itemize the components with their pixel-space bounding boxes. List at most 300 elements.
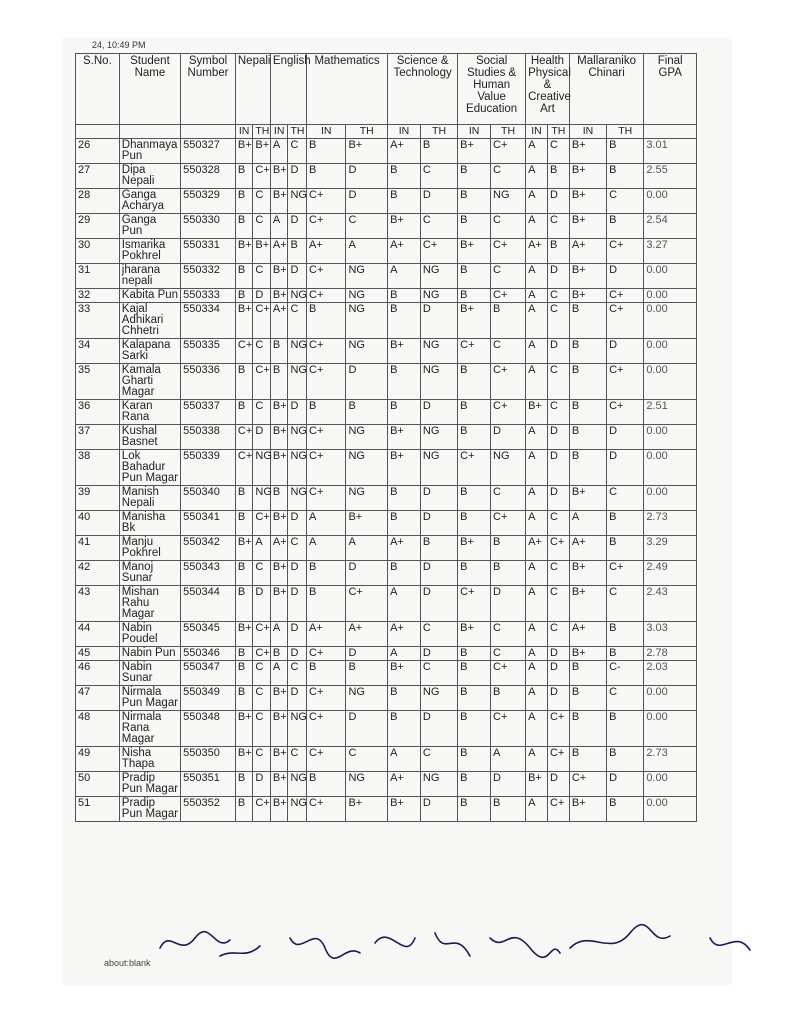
sub-in: IN <box>526 125 548 139</box>
cell-grade: A <box>388 647 421 661</box>
cell-grade: NG <box>253 486 271 511</box>
cell-grade: C <box>491 339 526 364</box>
cell-grade: C <box>253 339 271 364</box>
cell-grade: C+ <box>547 536 569 561</box>
cell-symbol-number: 550351 <box>181 772 236 797</box>
cell-grade: NG <box>346 686 388 711</box>
cell-grade: D <box>420 189 457 214</box>
cell-symbol-number: 550328 <box>181 164 236 189</box>
cell-grade: B <box>420 139 457 164</box>
cell-grade: D <box>288 164 307 189</box>
cell-grade: C+ <box>253 364 271 400</box>
cell-grade: C <box>253 214 271 239</box>
cell-grade: D <box>253 289 271 303</box>
cell-grade: A <box>307 536 346 561</box>
cell-student-name: Nisha Thapa <box>119 747 180 772</box>
cell-student-name: Manju Pokhrel <box>119 536 180 561</box>
cell-gpa: 2.54 <box>644 214 697 239</box>
cell-sno: 50 <box>76 772 120 797</box>
cell-grade: NG <box>253 450 271 486</box>
cell-student-name: Mishan Rahu Magar <box>119 586 180 622</box>
cell-grade: NG <box>288 797 307 822</box>
cell-sno: 48 <box>76 711 120 747</box>
cell-grade: B <box>569 400 606 425</box>
cell-grade: A <box>526 339 548 364</box>
cell-grade: A+ <box>526 239 548 264</box>
cell-grade: D <box>346 711 388 747</box>
cell-gpa: 0.00 <box>644 450 697 486</box>
cell-grade: B <box>569 661 606 686</box>
table-row <box>76 400 697 425</box>
cell-grade: C+ <box>607 239 644 264</box>
cell-gpa: 2.43 <box>644 586 697 622</box>
cell-grade: B+ <box>346 139 388 164</box>
cell-grade: A+ <box>270 303 288 339</box>
cell-student-name: Ganga Acharya <box>119 189 180 214</box>
col-english: English <box>270 54 306 125</box>
cell-grade: NG <box>420 450 457 486</box>
cell-grade: D <box>288 214 307 239</box>
cell-grade: B <box>569 425 606 450</box>
cell-grade: A <box>526 686 548 711</box>
cell-grade: D <box>491 772 526 797</box>
cell-grade: B+ <box>458 139 491 164</box>
cell-grade: C <box>607 686 644 711</box>
cell-grade: B+ <box>569 647 606 661</box>
cell-grade: C <box>288 536 307 561</box>
cell-grade: C <box>288 303 307 339</box>
cell-grade: B <box>607 747 644 772</box>
cell-grade: C+ <box>307 289 346 303</box>
cell-grade: C <box>253 189 271 214</box>
cell-grade: A <box>526 264 548 289</box>
cell-grade: D <box>547 450 569 486</box>
cell-gpa: 0.00 <box>644 711 697 747</box>
cell-student-name: Lok Bahadur Pun Magar <box>119 450 180 486</box>
cell-grade: B <box>547 164 569 189</box>
cell-student-name: Manisha Bk <box>119 511 180 536</box>
cell-grade: B <box>235 189 253 214</box>
cell-grade: NG <box>288 772 307 797</box>
cell-grade: A <box>307 511 346 536</box>
cell-student-name: Kushal Basnet <box>119 425 180 450</box>
cell-sno: 46 <box>76 661 120 686</box>
cell-grade: C+ <box>346 586 388 622</box>
print-timestamp: 24, 10:49 PM <box>92 40 146 50</box>
cell-sno: 31 <box>76 264 120 289</box>
cell-grade: A+ <box>270 239 288 264</box>
cell-grade: C+ <box>253 164 271 189</box>
cell-grade: NG <box>420 264 457 289</box>
cell-grade: B+ <box>569 189 606 214</box>
cell-grade: B+ <box>569 289 606 303</box>
cell-grade: A <box>526 586 548 622</box>
cell-grade: B <box>458 364 491 400</box>
cell-grade: C <box>420 747 457 772</box>
cell-grade: B+ <box>270 747 288 772</box>
cell-grade: B <box>388 303 421 339</box>
cell-grade: C <box>547 586 569 622</box>
cell-grade: B <box>569 450 606 486</box>
cell-sno: 49 <box>76 747 120 772</box>
signatures-image <box>150 918 770 966</box>
cell-sno: 43 <box>76 586 120 622</box>
cell-grade: B <box>307 303 346 339</box>
cell-sno: 32 <box>76 289 120 303</box>
cell-grade: A <box>526 364 548 400</box>
col-final-gpa: Final GPA <box>644 54 697 125</box>
cell-grade: C+ <box>547 797 569 822</box>
table-row <box>76 647 697 661</box>
table-row <box>76 686 697 711</box>
cell-sno: 28 <box>76 189 120 214</box>
cell-grade: A+ <box>270 536 288 561</box>
cell-grade: B+ <box>270 164 288 189</box>
cell-grade: D <box>420 486 457 511</box>
cell-grade: B <box>458 425 491 450</box>
cell-grade: B <box>270 486 288 511</box>
cell-grade: C+ <box>607 364 644 400</box>
cell-grade: NG <box>288 364 307 400</box>
cell-grade: B <box>607 139 644 164</box>
cell-grade: B+ <box>526 772 548 797</box>
cell-grade: C <box>491 264 526 289</box>
cell-student-name: Ganga Pun <box>119 214 180 239</box>
cell-grade: D <box>288 400 307 425</box>
cell-grade: D <box>420 511 457 536</box>
cell-grade: B+ <box>270 797 288 822</box>
cell-sno: 44 <box>76 622 120 647</box>
col-mallaraniko: Mallaraniko Chinari <box>569 54 643 125</box>
cell-grade: A+ <box>388 772 421 797</box>
cell-grade: B <box>346 400 388 425</box>
cell-grade: C+ <box>307 450 346 486</box>
cell-gpa: 2.73 <box>644 511 697 536</box>
cell-grade: NG <box>288 339 307 364</box>
cell-grade: A+ <box>569 239 606 264</box>
cell-grade: B <box>235 797 253 822</box>
cell-symbol-number: 550327 <box>181 139 236 164</box>
cell-grade: C+ <box>458 450 491 486</box>
cell-grade: B <box>458 797 491 822</box>
cell-student-name: Nabin Sunar <box>119 661 180 686</box>
cell-grade: C <box>491 164 526 189</box>
cell-grade: B+ <box>569 797 606 822</box>
table-row <box>76 561 697 586</box>
cell-grade: C+ <box>491 364 526 400</box>
table-row <box>76 511 697 536</box>
cell-grade: NG <box>288 711 307 747</box>
cell-grade: B+ <box>253 239 271 264</box>
cell-grade: B <box>388 561 421 586</box>
cell-symbol-number: 550346 <box>181 647 236 661</box>
cell-grade: A <box>270 139 288 164</box>
cell-grade: NG <box>346 289 388 303</box>
cell-student-name: Pradip Pun Magar <box>119 772 180 797</box>
cell-grade: C+ <box>307 647 346 661</box>
cell-sno: 27 <box>76 164 120 189</box>
cell-grade: D <box>420 711 457 747</box>
cell-symbol-number: 550350 <box>181 747 236 772</box>
cell-grade: C+ <box>491 711 526 747</box>
col-science: Science & Technology <box>388 54 458 125</box>
cell-grade: C- <box>607 661 644 686</box>
cell-grade: A <box>526 164 548 189</box>
table-row <box>76 339 697 364</box>
cell-grade: B+ <box>388 214 421 239</box>
cell-grade: B <box>235 164 253 189</box>
cell-grade: C <box>288 661 307 686</box>
cell-sno: 34 <box>76 339 120 364</box>
cell-grade: C+ <box>420 239 457 264</box>
cell-grade: B <box>607 797 644 822</box>
sub-th: TH <box>346 125 388 139</box>
cell-gpa: 0.00 <box>644 189 697 214</box>
cell-symbol-number: 550330 <box>181 214 236 239</box>
cell-symbol-number: 550343 <box>181 561 236 586</box>
cell-grade: D <box>346 561 388 586</box>
cell-grade: B <box>491 686 526 711</box>
cell-grade: D <box>288 264 307 289</box>
cell-grade: B+ <box>235 747 253 772</box>
cell-grade: NG <box>346 450 388 486</box>
sub-in: IN <box>569 125 606 139</box>
cell-grade: NG <box>420 425 457 450</box>
cell-gpa: 3.01 <box>644 139 697 164</box>
cell-sno: 33 <box>76 303 120 339</box>
cell-grade: B <box>607 647 644 661</box>
cell-grade: C <box>346 214 388 239</box>
cell-symbol-number: 550331 <box>181 239 236 264</box>
cell-grade: B <box>458 289 491 303</box>
cell-grade: B+ <box>270 189 288 214</box>
cell-grade: A <box>526 661 548 686</box>
cell-grade: B <box>458 561 491 586</box>
cell-grade: C <box>547 364 569 400</box>
cell-grade: C <box>547 400 569 425</box>
cell-grade: B+ <box>526 400 548 425</box>
cell-grade: C+ <box>307 711 346 747</box>
cell-grade: B <box>346 661 388 686</box>
cell-grade: B <box>388 164 421 189</box>
cell-grade: B+ <box>569 214 606 239</box>
cell-grade: B+ <box>235 711 253 747</box>
sub-th: TH <box>253 125 271 139</box>
cell-grade: NG <box>346 772 388 797</box>
cell-grade: A <box>526 561 548 586</box>
table-row <box>76 486 697 511</box>
cell-grade: NG <box>491 450 526 486</box>
cell-student-name: Nabin Pun <box>119 647 180 661</box>
cell-grade: D <box>288 622 307 647</box>
cell-grade: B <box>288 239 307 264</box>
cell-symbol-number: 550339 <box>181 450 236 486</box>
cell-grade: B+ <box>270 450 288 486</box>
table-row <box>76 747 697 772</box>
cell-sno: 38 <box>76 450 120 486</box>
cell-grade: C <box>420 214 457 239</box>
cell-symbol-number: 550338 <box>181 425 236 450</box>
cell-grade: D <box>288 686 307 711</box>
cell-grade: B <box>458 486 491 511</box>
cell-grade: NG <box>346 303 388 339</box>
cell-grade: A <box>270 661 288 686</box>
cell-grade: C <box>253 711 271 747</box>
cell-grade: D <box>547 264 569 289</box>
cell-student-name: Manish Nepali <box>119 486 180 511</box>
cell-grade: A <box>526 450 548 486</box>
cell-grade: B <box>607 711 644 747</box>
footer-url: about:blank <box>104 958 151 968</box>
cell-sno: 47 <box>76 686 120 711</box>
table-row <box>76 164 697 189</box>
cell-grade: NG <box>420 772 457 797</box>
cell-gpa: 2.03 <box>644 661 697 686</box>
cell-grade: B+ <box>388 797 421 822</box>
cell-grade: C+ <box>547 711 569 747</box>
cell-grade: D <box>547 661 569 686</box>
cell-grade: B <box>388 711 421 747</box>
cell-grade: C <box>253 561 271 586</box>
cell-student-name: Kajal Adhikari Chhetri <box>119 303 180 339</box>
cell-grade: D <box>547 772 569 797</box>
cell-grade: B <box>388 686 421 711</box>
sub-in: IN <box>307 125 346 139</box>
cell-grade: D <box>420 586 457 622</box>
cell-grade: D <box>607 425 644 450</box>
cell-grade: B <box>235 264 253 289</box>
cell-grade: D <box>607 264 644 289</box>
col-sno: S.No. <box>76 54 120 125</box>
cell-grade: B <box>491 303 526 339</box>
cell-grade: B <box>458 511 491 536</box>
cell-grade: D <box>547 425 569 450</box>
cell-grade: B <box>307 164 346 189</box>
header-subrow <box>76 125 697 139</box>
cell-grade: C <box>491 214 526 239</box>
cell-sno: 26 <box>76 139 120 164</box>
table-row <box>76 264 697 289</box>
cell-gpa: 2.78 <box>644 647 697 661</box>
cell-grade: B <box>458 747 491 772</box>
cell-sno: 37 <box>76 425 120 450</box>
cell-grade: D <box>288 586 307 622</box>
cell-grade: B <box>569 747 606 772</box>
cell-grade: NG <box>288 189 307 214</box>
cell-grade: C+ <box>607 289 644 303</box>
cell-grade: NG <box>288 450 307 486</box>
cell-grade: B <box>235 586 253 622</box>
cell-grade: D <box>346 364 388 400</box>
col-social: Social Studies & Human Value Education <box>458 54 526 125</box>
cell-symbol-number: 550348 <box>181 711 236 747</box>
cell-grade: D <box>420 647 457 661</box>
cell-grade: C <box>346 747 388 772</box>
cell-gpa: 2.49 <box>644 561 697 586</box>
cell-grade: B <box>607 214 644 239</box>
cell-grade: B <box>491 797 526 822</box>
cell-symbol-number: 550341 <box>181 511 236 536</box>
cell-grade: B <box>235 400 253 425</box>
table-row <box>76 289 697 303</box>
cell-grade: A <box>270 214 288 239</box>
cell-student-name: Dhanmaya Pun <box>119 139 180 164</box>
cell-grade: B+ <box>270 289 288 303</box>
cell-symbol-number: 550347 <box>181 661 236 686</box>
cell-grade: C+ <box>235 450 253 486</box>
cell-grade: D <box>491 586 526 622</box>
sub-th: TH <box>420 125 457 139</box>
cell-gpa: 0.00 <box>644 425 697 450</box>
cell-grade: B <box>235 561 253 586</box>
cell-student-name: Nirmala Pun Magar <box>119 686 180 711</box>
cell-grade: C+ <box>253 622 271 647</box>
cell-grade: B <box>569 364 606 400</box>
cell-grade: A <box>526 797 548 822</box>
cell-grade: B+ <box>235 536 253 561</box>
cell-gpa: 3.03 <box>644 622 697 647</box>
cell-grade: D <box>607 339 644 364</box>
cell-grade: C <box>547 622 569 647</box>
cell-grade: B+ <box>270 686 288 711</box>
cell-grade: A <box>346 239 388 264</box>
cell-grade: A <box>526 189 548 214</box>
table-row <box>76 303 697 339</box>
cell-grade: C+ <box>458 339 491 364</box>
cell-grade: C+ <box>458 586 491 622</box>
cell-grade: D <box>547 486 569 511</box>
cell-grade: B+ <box>270 561 288 586</box>
cell-grade: C+ <box>569 772 606 797</box>
cell-grade: A <box>253 536 271 561</box>
cell-grade: A <box>526 622 548 647</box>
cell-symbol-number: 550335 <box>181 339 236 364</box>
cell-student-name: Nirmala Rana Magar <box>119 711 180 747</box>
cell-grade: C <box>607 486 644 511</box>
cell-gpa: 2.51 <box>644 400 697 425</box>
sub-in: IN <box>458 125 491 139</box>
table-row <box>76 189 697 214</box>
table-row <box>76 214 697 239</box>
cell-grade: A <box>526 289 548 303</box>
cell-sno: 41 <box>76 536 120 561</box>
cell-student-name: Kalapana Sarki <box>119 339 180 364</box>
cell-grade: B <box>235 772 253 797</box>
cell-grade: D <box>420 561 457 586</box>
cell-grade: C+ <box>253 797 271 822</box>
cell-gpa: 0.00 <box>644 303 697 339</box>
cell-grade: B+ <box>458 303 491 339</box>
cell-grade: B <box>607 622 644 647</box>
cell-grade: D <box>420 797 457 822</box>
cell-sno: 45 <box>76 647 120 661</box>
cell-grade: D <box>547 647 569 661</box>
cell-grade: A+ <box>388 536 421 561</box>
cell-grade: D <box>607 772 644 797</box>
cell-grade: B <box>307 139 346 164</box>
cell-grade: C+ <box>253 303 271 339</box>
cell-grade: B <box>388 400 421 425</box>
cell-sno: 35 <box>76 364 120 400</box>
cell-grade: B <box>458 214 491 239</box>
sub-in: IN <box>270 125 288 139</box>
cell-grade: C+ <box>491 511 526 536</box>
cell-grade: NG <box>420 686 457 711</box>
cell-grade: B+ <box>235 239 253 264</box>
cell-grade: B+ <box>458 622 491 647</box>
cell-gpa: 3.27 <box>644 239 697 264</box>
col-mathematics: Mathematics <box>307 54 388 125</box>
